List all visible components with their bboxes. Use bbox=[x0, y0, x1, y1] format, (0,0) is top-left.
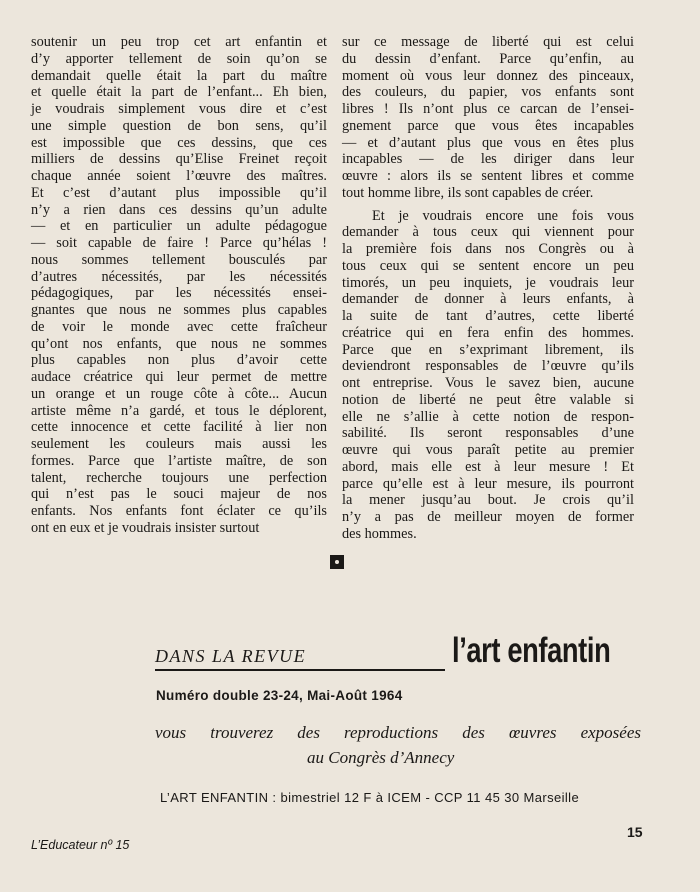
article-line: qui n’est pas le souci majeur de nos bbox=[31, 486, 327, 503]
article-line: qu’ont nos enfants, que nous ne sommes bbox=[31, 335, 327, 352]
article-line: des couleurs, du papier, vos enfants sont bbox=[342, 84, 634, 101]
article-line: seulement les couleurs mais aussi les bbox=[31, 436, 327, 452]
article-line: gnantes que nous ne sommes plus capables bbox=[31, 302, 327, 318]
article-line: talent, recherche toujours une perfection bbox=[31, 469, 327, 486]
article-line: gnement parce que vous êtes incapables bbox=[342, 117, 634, 134]
article-line: d’autres nécessités, par les nécessités bbox=[31, 268, 327, 285]
article-line: formes. Parce que l’artiste maître, de son bbox=[31, 452, 327, 469]
article-line: ont en eux et je voudrais insister surtout bbox=[31, 519, 260, 536]
advert-title: l’art enfantin bbox=[452, 631, 611, 670]
article-line: parce qu’elle est à leur mesure, ils pourront bbox=[342, 475, 634, 492]
page-number: 15 bbox=[627, 824, 643, 840]
article-line: œuvre qui vous paraît petite au premier bbox=[342, 442, 634, 458]
article-line: est impossible que ces dessins, que ces bbox=[31, 134, 327, 151]
article-line: Et je voudrais encore une fois vous bbox=[372, 207, 634, 224]
article-line: milliers de dessins qu’Elise Freinet reçoit bbox=[31, 151, 327, 168]
article-line: nous sommes tellement bousculés par bbox=[31, 251, 327, 268]
advert-rule bbox=[155, 669, 445, 671]
article-line: un orange et un rouge côte à côte... Aucun bbox=[31, 385, 327, 402]
advert-text-line-1: vous trouverez des reproductions des œuvres exposées bbox=[155, 723, 641, 742]
article-line: tout homme libre, ils sont capables de créer. bbox=[342, 184, 594, 201]
section-separator-ornament bbox=[330, 555, 344, 569]
article-line: du dessin d’enfant. Parce qu’enfin, au bbox=[342, 50, 634, 67]
article-line: notion de liberté ne peut être valable si bbox=[342, 391, 634, 408]
article-line: n’y a rien dans ces dessins qu’un adulte bbox=[31, 201, 327, 218]
article-line: des hommes. bbox=[342, 525, 417, 542]
article-line: abord, mais elle est à leur mesure ! Et bbox=[342, 458, 634, 475]
article-line: Parce que en s’exprimant librement, ils bbox=[342, 341, 634, 358]
article-line: Et c’est d’autant plus impossible qu’il bbox=[31, 184, 327, 201]
article-line: la mener jusqu’au bout. Je crois qu’il bbox=[342, 492, 634, 509]
article-line: elle ne s’allie à cette notion de respon- bbox=[342, 408, 634, 425]
article-right-column bbox=[342, 34, 634, 543]
article-line: la première fois dans nos Congrès ou à bbox=[342, 241, 634, 257]
article-line: cette innocence et cette facilité à lier non bbox=[31, 419, 327, 436]
article-left-column bbox=[31, 34, 327, 537]
journal-footer: L’Educateur nº 15 bbox=[31, 838, 130, 852]
article-line: audace créatrice qui leur permet de mettre bbox=[31, 369, 327, 385]
advert-issue: Numéro double 23-24, Mai-Août 1964 bbox=[156, 688, 403, 703]
article-line: sur ce message de liberté qui est celui bbox=[342, 34, 634, 50]
article-line: soutenir un peu trop cet art enfantin et bbox=[31, 34, 327, 50]
article-line: enfants. Nos enfants font éclater ce qu’ils bbox=[31, 503, 327, 519]
article-line: demander à tous ceux qui viennent pour bbox=[342, 224, 634, 241]
article-line: demander de donner à leurs enfants, à bbox=[342, 291, 634, 308]
article-line: œuvre : alors ils se sentent libres et comme bbox=[342, 168, 634, 184]
article-line: chaque année soient l’œuvre des maîtres. bbox=[31, 168, 327, 184]
article-line: créatrice qui en fera enfin des hommes. bbox=[342, 324, 634, 341]
article-line: pédagogiques, par les nécessités ensei- bbox=[31, 285, 327, 302]
article-line: incapables — de les diriger dans leur bbox=[342, 151, 634, 168]
article-line: d’y apporter tellement de soin qu’on se bbox=[31, 50, 327, 67]
article-line: — soit capable de faire ! Parce qu’hélas ! bbox=[31, 235, 327, 251]
article-line: timorés, un peu inquiets, je voudrais leur bbox=[342, 274, 634, 291]
article-line: artiste même n’a gardé, et tous le déplorent, bbox=[31, 402, 327, 419]
article-line: plus capables non plus d’avoir cette bbox=[31, 352, 327, 369]
advert-subscription: L’ART ENFANTIN : bimestriel 12 F à ICEM - CCP 11 45 30 Marseille bbox=[160, 790, 580, 805]
article-line: et quelle était la part de l’enfant... Eh bien, bbox=[31, 84, 327, 101]
article-line: tous ceux qui se sentent encore un peu bbox=[342, 257, 634, 274]
article-line: deviendront responsables de l’œuvre qu’ils bbox=[342, 358, 634, 375]
article-line: je voudrais simplement vous dire et c’est bbox=[31, 101, 327, 117]
article-line: sabilité. Ils seront responsables d’une bbox=[342, 425, 634, 442]
article-line: une simple question de bon sens, qu’il bbox=[31, 117, 327, 134]
advert-text-line-2: au Congrès d’Annecy bbox=[307, 748, 455, 767]
article-line: la suite de tant d’autres, cette liberté bbox=[342, 308, 634, 324]
article-line: n’y a pas de meilleur moyen de former bbox=[342, 509, 634, 525]
advert-lead: DANS LA REVUE bbox=[155, 646, 307, 666]
article-line: demandait quelle était la part du maître bbox=[31, 67, 327, 84]
article-line: moment où vous leur donnez des pinceaux, bbox=[342, 67, 634, 84]
article-line: libres ! Ils n’ont plus ce carcan de l’ensei- bbox=[342, 101, 634, 117]
article-line: ont entreprise. Vous le savez bien, aucune bbox=[342, 375, 634, 391]
article-line: — et d’autant plus que vous en êtes plus bbox=[342, 134, 634, 151]
article-line: de voir le monde avec cette fraîcheur bbox=[31, 318, 327, 335]
article-line: — et en particulier un adulte pédagogue bbox=[31, 218, 327, 235]
